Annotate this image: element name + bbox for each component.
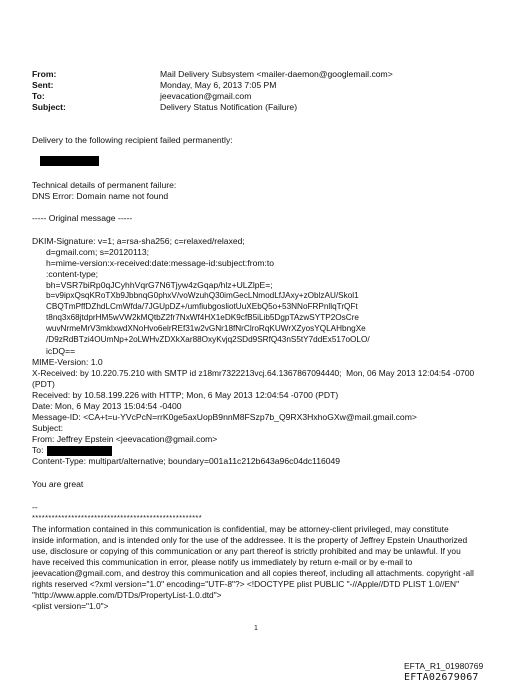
original-message-divider: ----- Original message ----- xyxy=(32,213,133,223)
delivery-failed-text: Delivery to the following recipient failed permanently: xyxy=(32,135,233,145)
disclaimer-line: rights reserved <?xml version="1.0" encoding="UTF-8"?> <!DOCTYPE plist PUBLIC "-//Apple//DTD PLIST 1.0//EN" xyxy=(32,579,460,589)
dkim-line: h=mime-version:x-received:date:message-id:subject:from:to xyxy=(46,258,275,268)
page-number: 1 xyxy=(254,625,258,632)
subject-value: Delivery Status Notification (Failure) xyxy=(160,102,298,112)
to-line: To: xyxy=(32,445,44,455)
dkim-line: :content-type; xyxy=(46,269,99,279)
asterisk-divider: **************************************************** xyxy=(32,513,202,522)
to-label: To: xyxy=(32,91,45,101)
dkim-line: bh=VSR7biRp0qJCyhhVqrG7N6Tjyw4zGqap/hlz+ULZlpE=; xyxy=(46,280,273,290)
subject-line: Subject: xyxy=(32,423,64,433)
disclaimer-line: jeevacation@gmail.com, and destroy this communication and all copies thereof, including all attachments. copyright -all xyxy=(32,568,474,578)
content-type-line: Content-Type: multipart/alternative; boundary=001a11c212b643a96c04dc116049 xyxy=(32,456,341,466)
sent-label: Sent: xyxy=(32,80,54,90)
x-received-line-cont: (PDT) xyxy=(32,379,55,389)
redaction-bar xyxy=(40,156,99,166)
dkim-line: b=v9ipxQsqKRoTXb9JbbnqG0phxV/voWzuhQ30imGecLNmodLfJAxy+zOblzAU/Skol1 xyxy=(46,291,359,300)
disclaimer-line: use, disclosure or copying of this communication or any part thereof is strictly prohibited and may be unlawful. If you xyxy=(32,546,461,556)
dkim-line: d=gmail.com; s=20120113; xyxy=(46,247,150,257)
disclaimer-line: have received this communication in error, please notify us immediately by return e-mail or by e-mail to xyxy=(32,557,413,567)
bates-number-primary: EFTA_R1_01980769 xyxy=(404,661,484,671)
dns-error-text: DNS Error: Domain name not found xyxy=(32,191,169,201)
disclaimer-line: The information contained in this communication is confidential, may be attorney-client privileged, may constitute xyxy=(32,524,449,534)
signature-dashes: -- xyxy=(32,502,38,512)
dkim-line: icDQ== xyxy=(46,346,76,356)
tech-details-text: Technical details of permanent failure: xyxy=(32,180,177,190)
dkim-line: wuvNrmeMrV3mklxwdXNoHvo6elrREf31w2vGNr18fNrClroRqKUWrXZyosYQLAHbngXe xyxy=(46,324,366,333)
dkim-line: /D9zRdBTzi4OUmNp+2oLWHvZDXkXar88OxyKvjq2SDd9SRfQ43nS5tY7ddEx517oOLO/ xyxy=(46,335,370,344)
message-id-line: Message-ID: <CA+t=u-YVcPcN=rrK0ge5axUopB9nnM8FSzp7b_Q9RX3HxhoGXw@mail.gmail.com> xyxy=(32,412,417,422)
from-value: Mail Delivery Subsystem <mailer-daemon@googlemail.com> xyxy=(160,69,393,79)
from-label: From: xyxy=(32,69,57,79)
date-line: Date: Mon, 6 May 2013 15:04:54 -0400 xyxy=(32,401,182,411)
mime-version-line: MIME-Version: 1.0 xyxy=(32,357,103,367)
redaction-bar xyxy=(47,446,112,456)
sent-value: Monday, May 6, 2013 7:05 PM xyxy=(160,80,277,90)
disclaimer-line: <plist version="1.0"> xyxy=(32,601,109,611)
from-line: From: Jeffrey Epstein <jeevacation@gmail.com> xyxy=(32,434,218,444)
disclaimer-line: inside information, and is intended only for the use of the addressee. It is the property of Jeffrey Epstein Unauthorized xyxy=(32,535,468,545)
x-received-line: X-Received: by 10.220.75.210 with SMTP id z18mr7322213vcj.64.1367867094440; Mon, 06 May 2013 12:04:54 -0700 xyxy=(32,368,475,378)
to-value: jeevacation@gmail.com xyxy=(160,91,252,101)
subject-label: Subject: xyxy=(32,102,66,112)
disclaimer-line: "http://www.apple.com/DTDs/PropertyList-1.0.dtd"> xyxy=(32,590,222,600)
dkim-line: DKIM-Signature: v=1; a=rsa-sha256; c=relaxed/relaxed; xyxy=(32,236,245,246)
bates-number-secondary: EFTA02679067 xyxy=(404,672,479,683)
received-line: Received: by 10.58.199.226 with HTTP; Mon, 6 May 2013 12:04:54 -0700 (PDT) xyxy=(32,390,339,400)
dkim-line: CBQTmPffDZhdLCmWfda/7JGUpDZ+/umfiubgosliotUuXEbQ5o+53NNoFRPnllqTrQFt xyxy=(46,302,358,311)
dkim-line: t8nq3x68jtdprHM5wVW2kMQtbZ2fr7NxWf4HX1eDK9cfB5iLib5DgpTAzwSYTP2OsCre xyxy=(46,313,359,322)
message-body-text: You are great xyxy=(32,479,84,489)
